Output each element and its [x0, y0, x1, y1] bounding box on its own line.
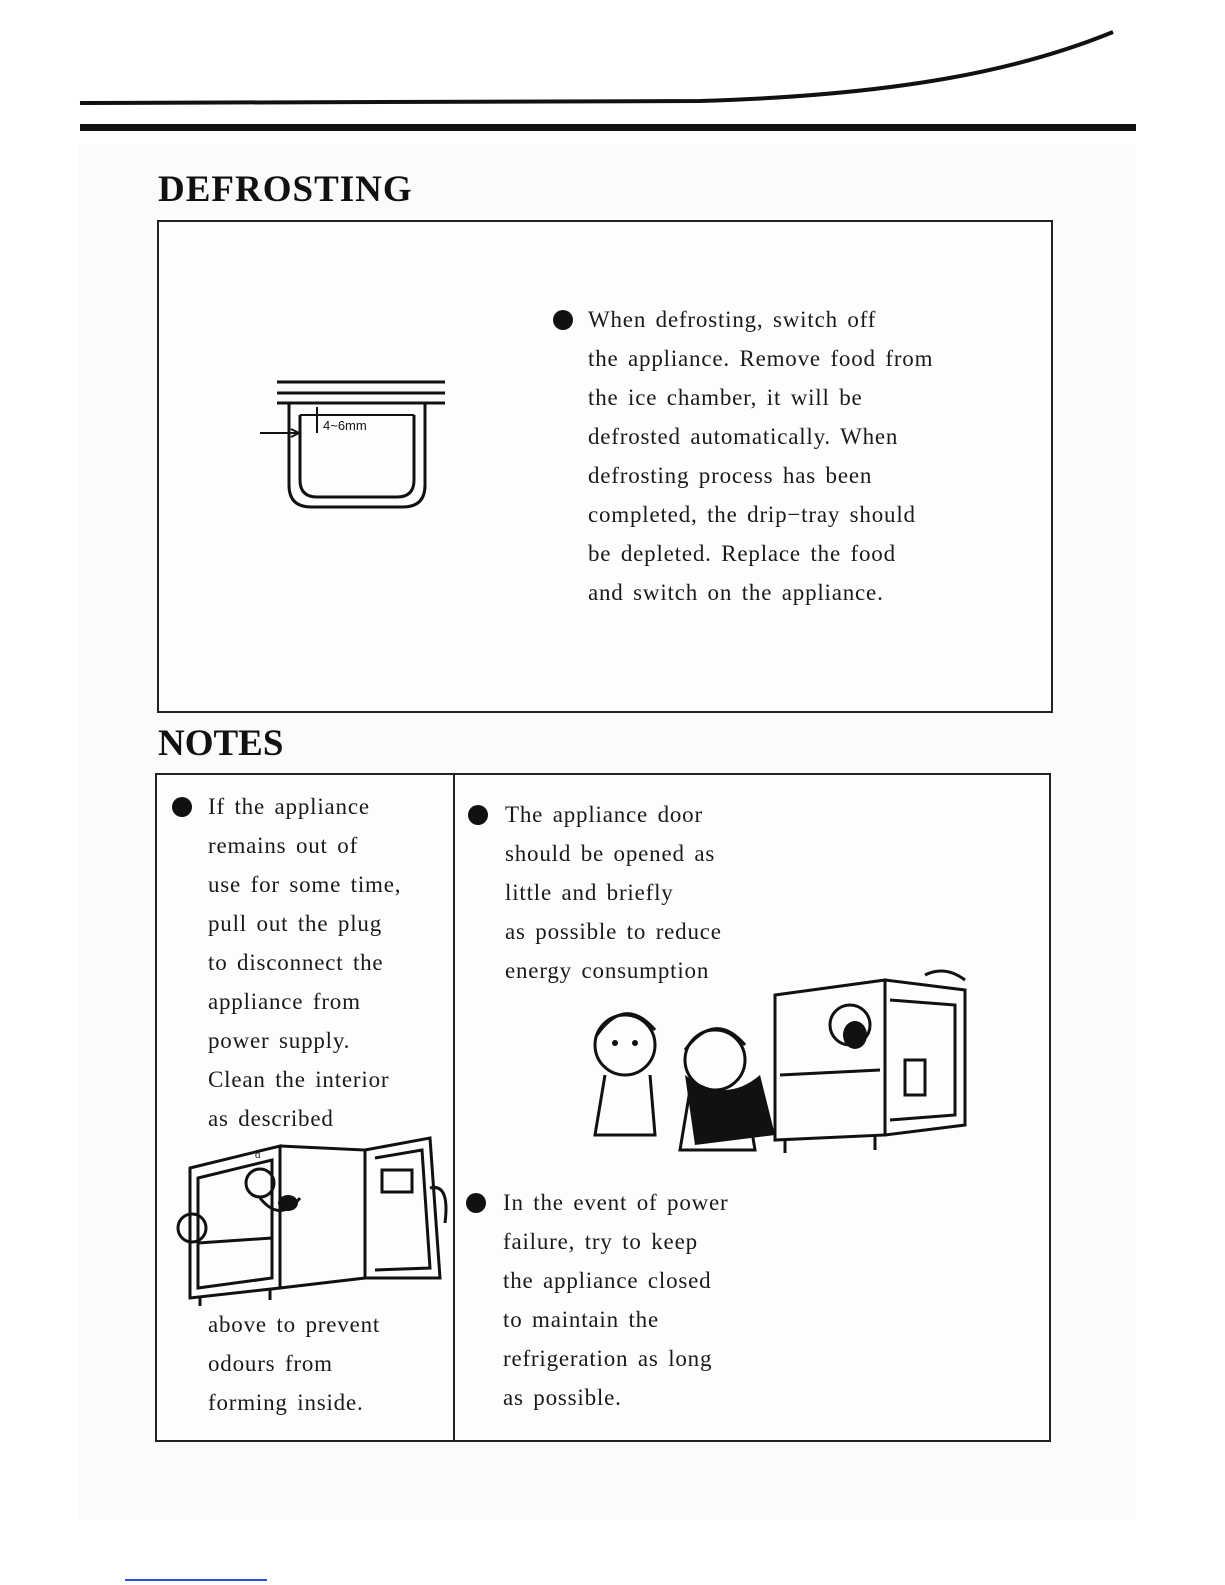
- text-line: In the event of power: [503, 1190, 729, 1215]
- text-line: completed, the drip−tray should: [588, 502, 916, 527]
- bullet-icon: [466, 1193, 486, 1213]
- bullet-icon: [172, 797, 192, 817]
- drip-tray-diagram: [255, 375, 455, 515]
- notes-title: NOTES: [158, 723, 284, 764]
- svg-text:ᵈ: ᵈ: [255, 1147, 261, 1167]
- text-line: above to prevent: [208, 1312, 381, 1337]
- text-line: to maintain the: [503, 1307, 659, 1332]
- text-line: as possible.: [503, 1385, 622, 1410]
- text-line: odours from: [208, 1351, 333, 1376]
- header-thick-rule: [80, 124, 1136, 131]
- text-line: use for some time,: [208, 872, 402, 897]
- text-line: failure, try to keep: [503, 1229, 698, 1254]
- swoosh-line: [80, 32, 1113, 103]
- text-line: remains out of: [208, 833, 359, 858]
- text-line: The appliance door: [505, 802, 703, 827]
- text-line: pull out the plug: [208, 911, 383, 936]
- text-line: energy consumption: [505, 958, 710, 983]
- text-line: When defrosting, switch off: [588, 307, 877, 332]
- text-line: the appliance closed: [503, 1268, 712, 1293]
- bullet-icon: [553, 310, 573, 330]
- text-line: power supply.: [208, 1028, 351, 1053]
- text-line: If the appliance: [208, 794, 370, 819]
- notes-column-divider: [453, 773, 455, 1442]
- text-line: little and briefly: [505, 880, 674, 905]
- note-unused-appliance-continued: [208, 1305, 380, 1422]
- text-line: refrigeration as long: [503, 1346, 713, 1371]
- text-line: be depleted. Replace the food: [588, 541, 896, 566]
- kids-at-fridge-illustration: [585, 965, 997, 1165]
- text-line: Clean the interior: [208, 1067, 390, 1092]
- text-line: forming inside.: [208, 1390, 364, 1415]
- text-line: the ice chamber, it will be: [588, 385, 863, 410]
- gap-measurement-label: 4~6mm: [323, 418, 367, 433]
- defrosting-title: DEFROSTING: [158, 169, 413, 210]
- text-line: defrosted automatically. When: [588, 424, 899, 449]
- cleaning-fridge-illustration: [160, 1128, 458, 1308]
- note-power-failure: [503, 1183, 729, 1417]
- text-line: and switch on the appliance.: [588, 580, 884, 605]
- bullet-icon: [468, 805, 488, 825]
- text-line: to disconnect the: [208, 950, 384, 975]
- header-rule-art: [0, 0, 1225, 140]
- note-unused-appliance: [208, 787, 401, 1138]
- text-line: defrosting process has been: [588, 463, 873, 488]
- text-line: appliance from: [208, 989, 361, 1014]
- text-line: the appliance. Remove food from: [588, 346, 934, 371]
- text-line: should be opened as: [505, 841, 716, 866]
- note-door-opening: [505, 795, 722, 990]
- footer-link-underline[interactable]: [125, 1579, 267, 1581]
- text-line: as described: [208, 1106, 334, 1131]
- text-line: as possible to reduce: [505, 919, 722, 944]
- defrosting-instructions: [588, 300, 933, 612]
